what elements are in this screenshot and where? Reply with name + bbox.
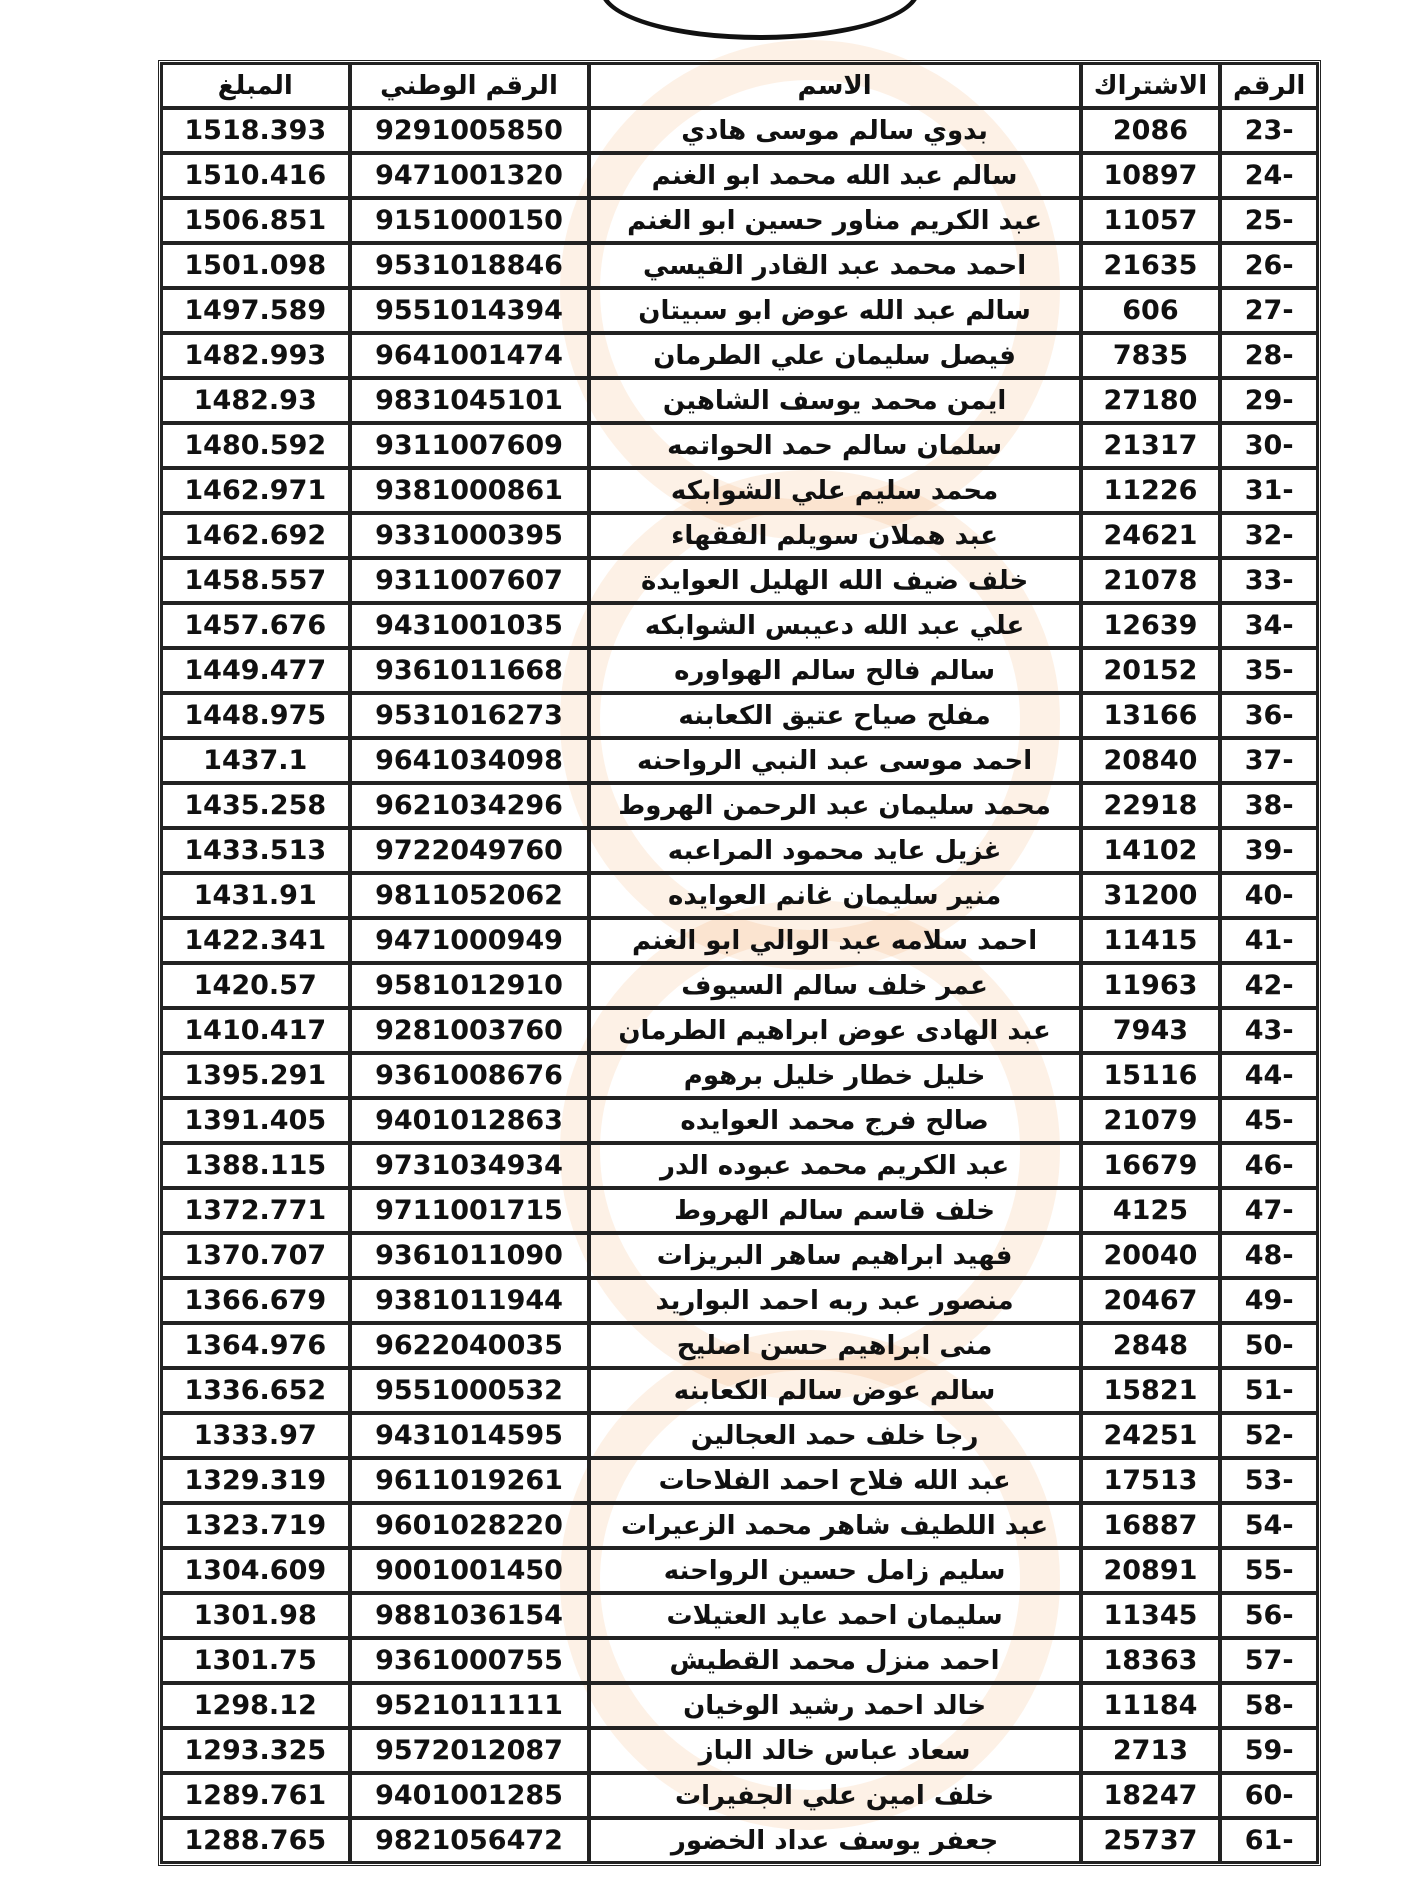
person-name: سلمان سالم حمد الحواتمه (589, 423, 1081, 468)
subscription-number: 15821 (1081, 1368, 1221, 1413)
subscription-number: 11057 (1081, 198, 1221, 243)
table-row (161, 1008, 1318, 1053)
beneficiaries-table (158, 60, 1321, 1866)
row-number: -44 (1220, 1053, 1318, 1098)
row-number: -30 (1220, 423, 1318, 468)
national-id: 9611019261 (350, 1458, 589, 1503)
amount: 1420.57 (161, 963, 350, 1008)
subscription-number: 11345 (1081, 1593, 1221, 1638)
amount: 1462.692 (161, 513, 350, 558)
person-name: عبد اللطيف شاهر محمد الزعيرات (589, 1503, 1081, 1548)
amount: 1457.676 (161, 603, 350, 648)
person-name: عبد هملان سويلم الفقهاء (589, 513, 1081, 558)
row-number: -46 (1220, 1143, 1318, 1188)
subscription-number: 10897 (1081, 153, 1221, 198)
row-number: -57 (1220, 1638, 1318, 1683)
person-name: بدوي سالم موسى هادي (589, 108, 1081, 153)
subscription-number: 31200 (1081, 873, 1221, 918)
person-name: احمد محمد عبد القادر القيسي (589, 243, 1081, 288)
table-row (161, 288, 1318, 333)
amount: 1301.98 (161, 1593, 350, 1638)
row-number: -43 (1220, 1008, 1318, 1053)
table-row (161, 1503, 1318, 1548)
national-id: 9601028220 (350, 1503, 589, 1548)
person-name: صالح فرج محمد العوايده (589, 1098, 1081, 1143)
amount: 1437.1 (161, 738, 350, 783)
row-number: -48 (1220, 1233, 1318, 1278)
national-id: 9641034098 (350, 738, 589, 783)
table-row (161, 1728, 1318, 1773)
amount: 1301.75 (161, 1638, 350, 1683)
table-row (161, 738, 1318, 783)
person-name: خلف قاسم سالم الهروط (589, 1188, 1081, 1233)
national-id: 9581012910 (350, 963, 589, 1008)
person-name: احمد سلامه عبد الوالي ابو الغنم (589, 918, 1081, 963)
person-name: عمر خلف سالم السيوف (589, 963, 1081, 1008)
subscription-number: 27180 (1081, 378, 1221, 423)
table-row (161, 693, 1318, 738)
person-name: عبد الكريم مناور حسين ابو الغنم (589, 198, 1081, 243)
amount: 1506.851 (161, 198, 350, 243)
amount: 1435.258 (161, 783, 350, 828)
person-name: منير سليمان غانم العوايده (589, 873, 1081, 918)
row-number: -42 (1220, 963, 1318, 1008)
table-row (161, 198, 1318, 243)
row-number: -31 (1220, 468, 1318, 513)
national-id: 9001001450 (350, 1548, 589, 1593)
national-id: 9291005850 (350, 108, 589, 153)
row-number: -53 (1220, 1458, 1318, 1503)
subscription-number: 18363 (1081, 1638, 1221, 1683)
national-id: 9471000949 (350, 918, 589, 963)
national-id: 9521011111 (350, 1683, 589, 1728)
table-row (161, 963, 1318, 1008)
amount: 1333.97 (161, 1413, 350, 1458)
amount: 1410.417 (161, 1008, 350, 1053)
person-name: فهيد ابراهيم ساهر البريزات (589, 1233, 1081, 1278)
table-row (161, 1323, 1318, 1368)
table-row (161, 153, 1318, 198)
person-name: عبد الله فلاح احمد الفلاحات (589, 1458, 1081, 1503)
person-name: خليل خطار خليل برهوم (589, 1053, 1081, 1098)
table-row (161, 243, 1318, 288)
row-number: -23 (1220, 108, 1318, 153)
amount: 1431.91 (161, 873, 350, 918)
amount: 1482.993 (161, 333, 350, 378)
national-id: 9381011944 (350, 1278, 589, 1323)
table-row (161, 648, 1318, 693)
table-row (161, 513, 1318, 558)
person-name: علي عبد الله دعيبس الشوابكه (589, 603, 1081, 648)
row-number: -28 (1220, 333, 1318, 378)
subscription-number: 20152 (1081, 648, 1221, 693)
person-name: سليم زامل حسين الرواحنه (589, 1548, 1081, 1593)
table-row (161, 828, 1318, 873)
subscription-number: 20891 (1081, 1548, 1221, 1593)
national-id: 9151000150 (350, 198, 589, 243)
person-name: خالد احمد رشيد الوخيان (589, 1683, 1081, 1728)
table-row (161, 333, 1318, 378)
national-id: 9531016273 (350, 693, 589, 738)
amount: 1366.679 (161, 1278, 350, 1323)
person-name: سالم عبد الله محمد ابو الغنم (589, 153, 1081, 198)
row-number: -38 (1220, 783, 1318, 828)
subscription-number: 15116 (1081, 1053, 1221, 1098)
national-id: 9641001474 (350, 333, 589, 378)
national-id: 9881036154 (350, 1593, 589, 1638)
row-number: -59 (1220, 1728, 1318, 1773)
table-row (161, 108, 1318, 153)
table-row (161, 1413, 1318, 1458)
amount: 1433.513 (161, 828, 350, 873)
header-number: الرقم (1220, 63, 1318, 108)
national-id: 9281003760 (350, 1008, 589, 1053)
row-number: -49 (1220, 1278, 1318, 1323)
person-name: رجا خلف حمد العجالين (589, 1413, 1081, 1458)
subscription-number: 11184 (1081, 1683, 1221, 1728)
amount: 1501.098 (161, 243, 350, 288)
person-name: سعاد عباس خالد الباز (589, 1728, 1081, 1773)
national-id: 9621034296 (350, 783, 589, 828)
row-number: -58 (1220, 1683, 1318, 1728)
table-row (161, 1683, 1318, 1728)
person-name: غزيل عايد محمود المراعبه (589, 828, 1081, 873)
subscription-number: 20040 (1081, 1233, 1221, 1278)
table-header-row (161, 63, 1318, 108)
national-id: 9471001320 (350, 153, 589, 198)
person-name: منى ابراهيم حسن اصليح (589, 1323, 1081, 1368)
subscription-number: 12639 (1081, 603, 1221, 648)
row-number: -27 (1220, 288, 1318, 333)
subscription-number: 18247 (1081, 1773, 1221, 1818)
row-number: -55 (1220, 1548, 1318, 1593)
table-row (161, 1278, 1318, 1323)
person-name: احمد منزل محمد القطيش (589, 1638, 1081, 1683)
amount: 1449.477 (161, 648, 350, 693)
table-row (161, 603, 1318, 648)
national-id: 9311007609 (350, 423, 589, 468)
person-name: محمد سليمان عبد الرحمن الهروط (589, 783, 1081, 828)
national-id: 9722049760 (350, 828, 589, 873)
row-number: -39 (1220, 828, 1318, 873)
row-number: -24 (1220, 153, 1318, 198)
row-number: -41 (1220, 918, 1318, 963)
amount: 1289.761 (161, 1773, 350, 1818)
row-number: -32 (1220, 513, 1318, 558)
row-number: -26 (1220, 243, 1318, 288)
national-id: 9731034934 (350, 1143, 589, 1188)
table-row (161, 1098, 1318, 1143)
person-name: سالم فالح سالم الهواوره (589, 648, 1081, 693)
table-row (161, 423, 1318, 468)
amount: 1395.291 (161, 1053, 350, 1098)
subscription-number: 20467 (1081, 1278, 1221, 1323)
row-number: -61 (1220, 1818, 1318, 1863)
national-id: 9361011668 (350, 648, 589, 693)
subscription-number: 17513 (1081, 1458, 1221, 1503)
person-name: خلف ضيف الله الهليل العوايدة (589, 558, 1081, 603)
subscription-number: 11963 (1081, 963, 1221, 1008)
amount: 1518.393 (161, 108, 350, 153)
table-row (161, 378, 1318, 423)
national-id: 9331000395 (350, 513, 589, 558)
row-number: -56 (1220, 1593, 1318, 1638)
table-row (161, 1773, 1318, 1818)
row-number: -40 (1220, 873, 1318, 918)
amount: 1370.707 (161, 1233, 350, 1278)
amount: 1388.115 (161, 1143, 350, 1188)
row-number: -35 (1220, 648, 1318, 693)
row-number: -29 (1220, 378, 1318, 423)
subscription-number: 24621 (1081, 513, 1221, 558)
row-number: -25 (1220, 198, 1318, 243)
row-number: -36 (1220, 693, 1318, 738)
table-row (161, 1053, 1318, 1098)
amount: 1462.971 (161, 468, 350, 513)
amount: 1288.765 (161, 1818, 350, 1863)
amount: 1323.719 (161, 1503, 350, 1548)
person-name: فيصل سليمان علي الطرمان (589, 333, 1081, 378)
subscription-number: 11226 (1081, 468, 1221, 513)
table-row (161, 1143, 1318, 1188)
person-name: منصور عبد ربه احمد البواريد (589, 1278, 1081, 1323)
subscription-number: 16887 (1081, 1503, 1221, 1548)
table-row (161, 873, 1318, 918)
national-id: 9551014394 (350, 288, 589, 333)
subscription-number: 16679 (1081, 1143, 1221, 1188)
person-name: جعفر يوسف عداد الخضور (589, 1818, 1081, 1863)
amount: 1482.93 (161, 378, 350, 423)
table-row (161, 558, 1318, 603)
header-name: الاسم (589, 63, 1081, 108)
row-number: -50 (1220, 1323, 1318, 1368)
row-number: -34 (1220, 603, 1318, 648)
national-id: 9551000532 (350, 1368, 589, 1413)
amount: 1497.589 (161, 288, 350, 333)
row-number: -52 (1220, 1413, 1318, 1458)
national-id: 9831045101 (350, 378, 589, 423)
national-id: 9381000861 (350, 468, 589, 513)
national-id: 9572012087 (350, 1728, 589, 1773)
national-id: 9811052062 (350, 873, 589, 918)
amount: 1329.319 (161, 1458, 350, 1503)
amount: 1336.652 (161, 1368, 350, 1413)
subscription-number: 606 (1081, 288, 1221, 333)
subscription-number: 21635 (1081, 243, 1221, 288)
row-number: -51 (1220, 1368, 1318, 1413)
amount: 1298.12 (161, 1683, 350, 1728)
row-number: -54 (1220, 1503, 1318, 1548)
national-id: 9311007607 (350, 558, 589, 603)
subscription-number: 2713 (1081, 1728, 1221, 1773)
row-number: -45 (1220, 1098, 1318, 1143)
amount: 1480.592 (161, 423, 350, 468)
person-name: عبد الكريم محمد عبوده الدر (589, 1143, 1081, 1188)
subscription-number: 14102 (1081, 828, 1221, 873)
person-name: سالم عبد الله عوض ابو سبيتان (589, 288, 1081, 333)
national-id: 9361000755 (350, 1638, 589, 1683)
person-name: مفلح صياح عتيق الكعابنه (589, 693, 1081, 738)
header-national-id: الرقم الوطني (350, 63, 589, 108)
national-id: 9531018846 (350, 243, 589, 288)
subscription-number: 2086 (1081, 108, 1221, 153)
national-id: 9431001035 (350, 603, 589, 648)
table-row (161, 1638, 1318, 1683)
header-oval-frame (600, 0, 920, 40)
table-row (161, 468, 1318, 513)
person-name: سليمان احمد عايد العتيلات (589, 1593, 1081, 1638)
table-row (161, 1368, 1318, 1413)
amount: 1293.325 (161, 1728, 350, 1773)
amount: 1422.341 (161, 918, 350, 963)
national-id: 9401001285 (350, 1773, 589, 1818)
table-row (161, 1593, 1318, 1638)
amount: 1364.976 (161, 1323, 350, 1368)
row-number: -47 (1220, 1188, 1318, 1233)
subscription-number: 4125 (1081, 1188, 1221, 1233)
table-row (161, 1818, 1318, 1863)
person-name: محمد سليم علي الشوابكه (589, 468, 1081, 513)
amount: 1510.416 (161, 153, 350, 198)
national-id: 9401012863 (350, 1098, 589, 1143)
subscription-number: 21078 (1081, 558, 1221, 603)
subscription-number: 7835 (1081, 333, 1221, 378)
national-id: 9361008676 (350, 1053, 589, 1098)
row-number: -60 (1220, 1773, 1318, 1818)
amount: 1304.609 (161, 1548, 350, 1593)
row-number: -33 (1220, 558, 1318, 603)
person-name: احمد موسى عبد النبي الرواحنه (589, 738, 1081, 783)
subscription-number: 13166 (1081, 693, 1221, 738)
subscription-number: 7943 (1081, 1008, 1221, 1053)
subscription-number: 24251 (1081, 1413, 1221, 1458)
table-row (161, 1458, 1318, 1503)
subscription-number: 22918 (1081, 783, 1221, 828)
table-row (161, 918, 1318, 963)
subscription-number: 2848 (1081, 1323, 1221, 1368)
subscription-number: 11415 (1081, 918, 1221, 963)
national-id: 9711001715 (350, 1188, 589, 1233)
national-id: 9821056472 (350, 1818, 589, 1863)
header-amount: المبلغ (161, 63, 350, 108)
header-subscription: الاشتراك (1081, 63, 1221, 108)
person-name: سالم عوض سالم الكعابنه (589, 1368, 1081, 1413)
table-row (161, 1188, 1318, 1233)
subscription-number: 20840 (1081, 738, 1221, 783)
person-name: عبد الهادى عوض ابراهيم الطرمان (589, 1008, 1081, 1053)
subscription-number: 21079 (1081, 1098, 1221, 1143)
amount: 1458.557 (161, 558, 350, 603)
national-id: 9431014595 (350, 1413, 589, 1458)
table-row (161, 783, 1318, 828)
table-row (161, 1548, 1318, 1593)
person-name: خلف امين علي الجفيرات (589, 1773, 1081, 1818)
amount: 1448.975 (161, 693, 350, 738)
amount: 1391.405 (161, 1098, 350, 1143)
amount: 1372.771 (161, 1188, 350, 1233)
table-row (161, 1233, 1318, 1278)
national-id: 9622040035 (350, 1323, 589, 1368)
person-name: ايمن محمد يوسف الشاهين (589, 378, 1081, 423)
subscription-number: 25737 (1081, 1818, 1221, 1863)
subscription-number: 21317 (1081, 423, 1221, 468)
national-id: 9361011090 (350, 1233, 589, 1278)
row-number: -37 (1220, 738, 1318, 783)
